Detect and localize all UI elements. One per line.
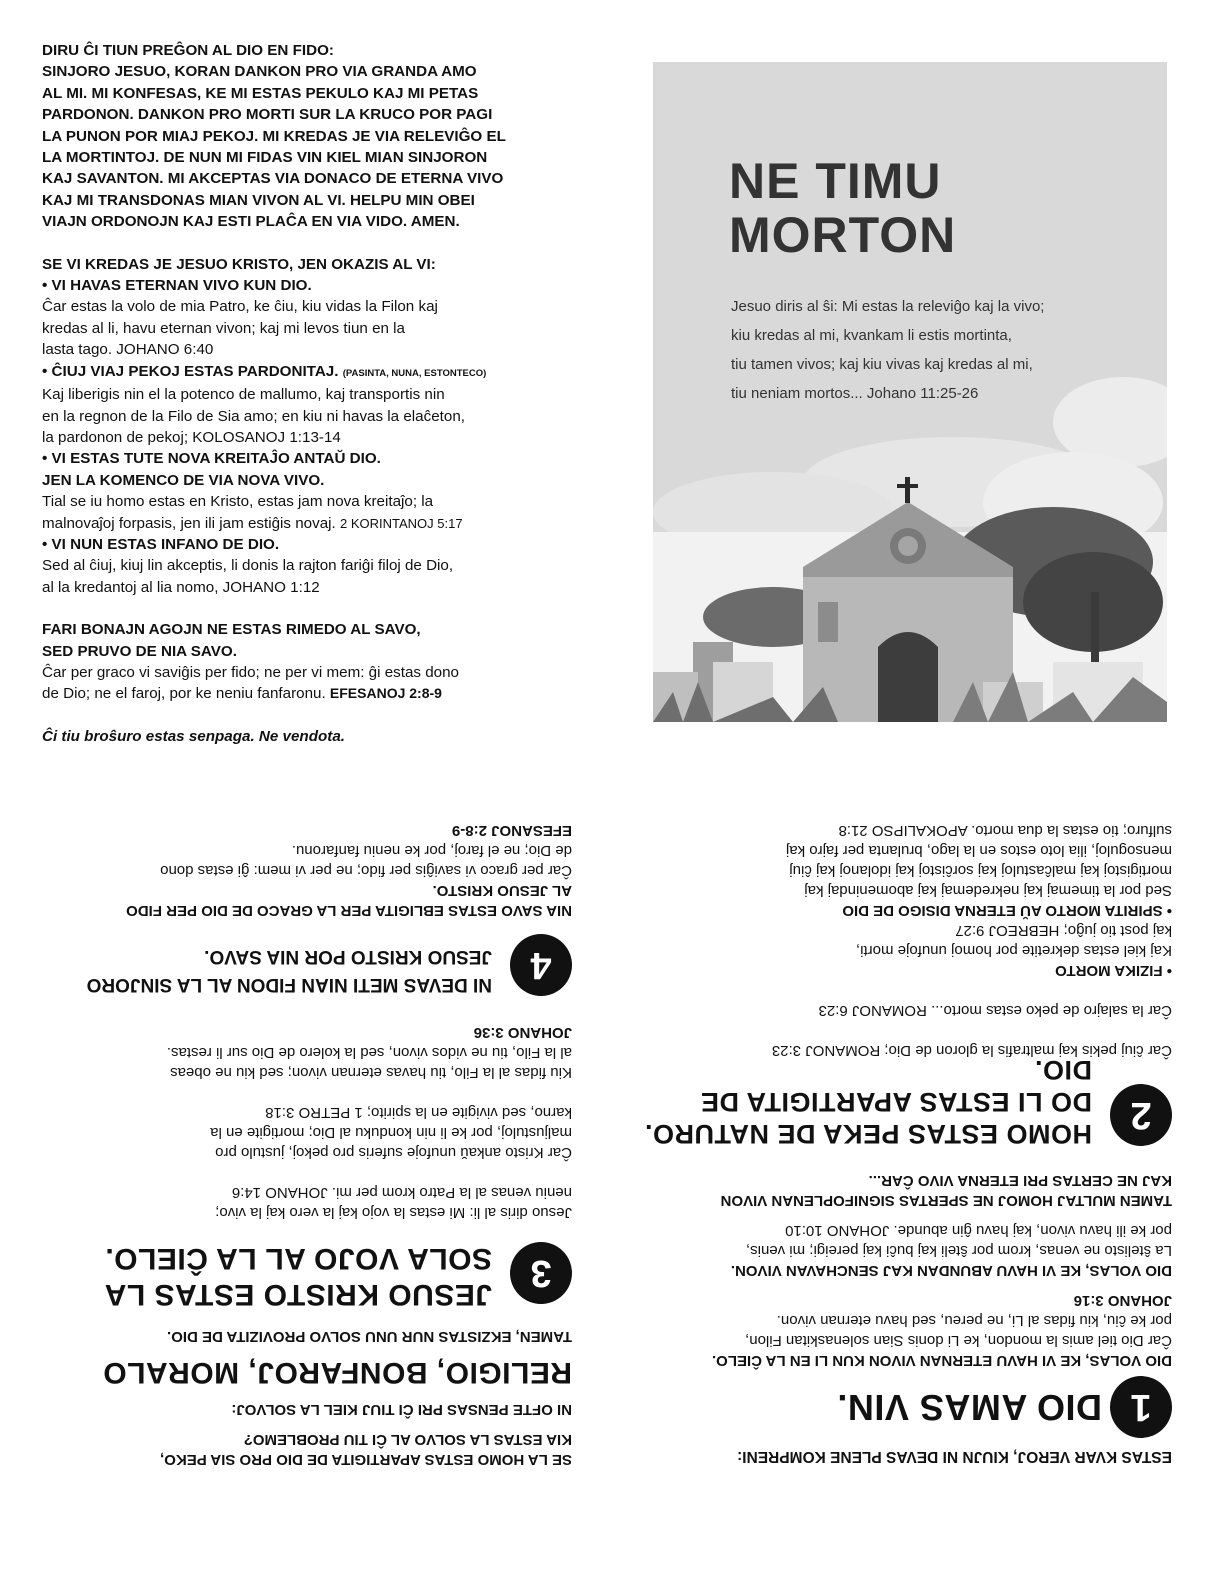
prayer-line: PARDONON. DANKON PRO MORTI SUR LA KRUCO POR PAGI xyxy=(42,106,493,124)
free-note: Ĉi tiu broŝuro estas senpaga. Ne vendota. xyxy=(42,727,345,745)
prayer-line: KAJ MI TRANSDONAS MIAN VIVON AL VI. HELPU MIN OBEI xyxy=(42,191,475,209)
verse-line: Ĉar la salajro de peko estas morto... ROMANOJ 6:23 xyxy=(818,1002,1172,1019)
four-truths-intro: ESTAS KVAR VEROJ, KIUJN NI DEVAS PLENE KOMPRENI: xyxy=(737,1448,1172,1465)
works-heading: FARI BONAJN AGOJN NE ESTAS RIMEDO AL SAVO, xyxy=(42,621,421,639)
verse-line: kaj post tio juĝo; HEBREOJ 9:27 xyxy=(955,922,1172,939)
problem-line: NI OFTE PENSAS PRI ĈI TIUJ KIEL LA SOLVOJ: xyxy=(231,1401,572,1418)
quote-line: kiu kredas al mi, kvankam li estis mortinta, xyxy=(731,327,1012,344)
verse-line: maljustuloj, por ke li nin konduku al Dio; mortigite en la xyxy=(210,1124,572,1141)
bullet-forgiven: • ĈIUJ VIAJ PEKOJ ESTAS PARDONITAJ. xyxy=(42,362,339,380)
truth-line: AL JESUO KRISTO. xyxy=(432,882,572,899)
verse-line: Ĉar ĉiuj pekis kaj maltrafis la gloron de Dio; ROMANOJ 3:23 xyxy=(771,1042,1172,1059)
time-note: (PASINTA, NUNA, ESTONTECO) xyxy=(342,367,487,379)
truth-4-title: JESUO KRISTO POR NIA SAVO. xyxy=(204,946,492,967)
verse-line: karno, sed vivigite en la spirito; 1 PETRO 3:18 xyxy=(265,1104,572,1121)
one-solution-line: TAMEN, EKZISTAS NUR UNU SOLVO PROVIZITA DE DIO. xyxy=(166,1328,572,1345)
problem-line: KIA ESTAS LA SOLVO AL ĈI TIU PROBLEMO? xyxy=(243,1431,572,1448)
works-heading: SED PRUVO DE NIA SAVO. xyxy=(42,642,237,660)
prayer-line: SINJORO JESUO, KORAN DANKON PRO VIA GRANDA AMO xyxy=(42,63,477,81)
cross-vertical xyxy=(905,477,910,503)
verse-line: la pardonon de pekoj; KOLOSANOJ 1:13-14 xyxy=(42,428,341,446)
truth-3-title: SOLA VOJO AL LA ĈIELO. xyxy=(104,1242,492,1275)
truth-line: DIO VOLAS, KE VI HAVU ABUNDAN KAJ SENCHAVAN VIVON. xyxy=(730,1262,1172,1279)
verse-line: de Dio; ne el faroj, por ke neniu fanfaronu. xyxy=(42,685,326,703)
verse-line: La ŝtelisto ne venas, krom por ŝteli kaj buĉi kaj pereigi; mi venis, xyxy=(745,1242,1172,1259)
prayer-line: LA MORTINTOJ. DE NUN MI FIDAS VIN KIEL MIAN SINJORON xyxy=(42,149,488,167)
prayer-line: KAJ SAVANTON. MI AKCEPTAS VIA DONACO DE ETERNA VIVO xyxy=(42,170,504,188)
bullet-child-of-god: • VI NUN ESTAS INFANO DE DIO. xyxy=(42,535,280,553)
number-badge: 2 xyxy=(1110,1084,1172,1146)
verse-ref: JOHANO 3:36 xyxy=(473,1024,572,1041)
verse-line: lasta tago. JOHANO 6:40 xyxy=(42,341,214,359)
verse-line: Ĉar estas la volo de mia Patro, ke ĉiu, kiu vidas la Filon kaj xyxy=(42,298,438,316)
verse-line: al la Filo, tiu ne vidos vivon, sed la kolero de Dio sur li restas. xyxy=(166,1044,572,1061)
new-life-sub: JEN LA KOMENCO DE VIA NOVA VIVO. xyxy=(42,471,325,489)
verse-line: kredas al li, havu eternan vivon; kaj mi levos tiun en la xyxy=(42,319,406,337)
truth-1-header xyxy=(642,1376,1172,1438)
cover-title-line: NE TIMU xyxy=(729,153,942,209)
bullet-new-creation: • VI ESTAS TUTE NOVA KREITAĴO ANTAŬ DIO. xyxy=(42,450,381,468)
truth-line: TAMEN MULTAJ HOMOJ NE SPERTAS SIGNIFOPLENAN VIVON xyxy=(720,1192,1172,1209)
prayer-line: AL MI. MI KONFESAS, KE MI ESTAS PEKULO KAJ MI PETAS xyxy=(42,84,479,102)
prayer-line: VIAJN ORDONOJN KAJ ESTI PLAĈA EN VIA VIDO. AMEN. xyxy=(42,213,460,231)
number-badge: 1 xyxy=(1110,1376,1172,1438)
quote-line: tiu tamen vivos; kaj kiu vivas kaj kredas al mi, xyxy=(731,356,1033,373)
verse-line: mensoguloj, ilia loto estos en la lago, brulanta per fajro kaj xyxy=(785,842,1172,859)
verse-ref: EFESANOJ 2:8-9 xyxy=(451,822,572,839)
false-solutions-title: RELIGIO, BONFAROJ, MORALO xyxy=(102,1356,572,1389)
verse-line: mortigistoj kaj malĉastuloj kaj sorĉistoj kaj idolanoj kaj ĉiuj xyxy=(789,862,1172,879)
verse-line: Kaj kiel estas dekretite por homoj unufoje morti, xyxy=(856,942,1172,959)
cover-title xyxy=(729,154,956,262)
truth-2-title: DO LI ESTAS APARTIGITA DE DIO. xyxy=(700,1055,1092,1117)
verse-line: Ĉar Kristo ankaŭ unufoje suferis pro pekoj, justulo pro xyxy=(215,1144,572,1161)
bullet-physical-death: • FIZIKA MORTO xyxy=(1055,962,1172,979)
truth-line: KAJ NE CERTAS PRI ETERNA VIVO ĈAR... xyxy=(868,1172,1172,1189)
verse-line: por ke ĉiu, kiu fidas al Li, ne pereu, sed havu eternan vivon. xyxy=(776,1312,1172,1329)
back-panel xyxy=(42,40,587,747)
verse-line: malnovaĵoj forpasis, jen ili jam estiĝis novaj. xyxy=(42,514,336,532)
truth-1-title: DIO AMAS VIN. xyxy=(836,1387,1102,1428)
verse-line: Jesuo diris al li: Mi estas la vojo kaj la vero kaj la vivo; xyxy=(215,1204,572,1221)
truths-panel-1-2 xyxy=(642,820,1172,1466)
number-badge: 4 xyxy=(510,934,572,996)
truth-line: NIA SAVO ESTAS EBLIGITA PER LA GRACO DE DIO PER FIDO xyxy=(126,902,572,919)
believe-heading: SE VI KREDAS JE JESUO KRISTO, JEN OKAZIS AL VI: xyxy=(42,255,436,273)
verse-line: Ĉar per graco vi saviĝis per fido; ne per vi mem: ĝi estas dono xyxy=(42,663,460,681)
number-badge: 3 xyxy=(510,1242,572,1304)
truth-4-header xyxy=(42,934,572,998)
verse-line: Tial se iu homo estas en Kristo, estas jam nova kreitaĵo; la xyxy=(42,493,434,511)
verse-line: Kiu fidas al la Filo, tiu havas eternan vivon; sed kiu ne obeas xyxy=(170,1064,572,1081)
truth-3-title: JESUO KRISTO ESTAS LA xyxy=(104,1278,492,1311)
truth-2-title: HOMO ESTAS PEKA DE NATURO. xyxy=(644,1119,1092,1149)
bullet-spiritual-death: • SPIRITA MORTO AŬ ETERNA DISIGO DE DIO xyxy=(842,902,1172,919)
prayer-heading: DIRU ĈI TIUN PREĜON AL DIO EN FIDO: xyxy=(42,42,334,59)
cross-horizontal xyxy=(897,484,918,488)
truths-panel-3-4 xyxy=(42,820,572,1469)
verse-line: neniu venas al la Patro krom per mi. JOHANO 14:6 xyxy=(231,1184,572,1201)
verse-ref: JOHANO 3:16 xyxy=(1073,1292,1172,1309)
verse-line: sulfuro; tio estas la dua morto. APOKALIPSO 21:8 xyxy=(838,822,1172,839)
chapel-door xyxy=(878,632,938,722)
verse-ref: 2 KORINTANOJ 5:17 xyxy=(340,515,463,531)
prayer-line: LA PUNON POR MIAJ PEKOJ. MI KREDAS JE VIA RELEVIĜO EL xyxy=(42,127,506,145)
verse-line: por ke ili havu vivon, kaj havu ĝin abunde. JOHANO 10:10 xyxy=(785,1222,1172,1239)
verse-line: en la regnon de la Filo de Sia amo; en kiu ni havas la elaĉeton, xyxy=(42,407,465,425)
verse-ref: EFESANOJ 2:8-9 xyxy=(329,685,442,702)
problem-line: SE LA HOMO ESTAS APARTIGITA DE DIO PRO SIA PEKO, xyxy=(160,1451,572,1468)
truth-3-header xyxy=(42,1236,572,1312)
verse-line: de Dio; ne el faroj, por ke neniu fanfaronu. xyxy=(291,842,572,859)
chapel-photo xyxy=(653,362,1167,722)
verse-line: Sed por la timemaj kaj nekredemaj kaj abomenindaj kaj xyxy=(804,882,1172,899)
truth-line: DIO VOLAS, KE VI HAVU ETERNAN VIVON KUN LI EN LA ĈIELO. xyxy=(711,1352,1172,1369)
verse-line: Ĉar per graco vi saviĝis per fido; ne per vi mem: ĝi estas dono xyxy=(160,862,572,879)
verse-line: Sed al ĉiuj, kiuj lin akceptis, li donis la rajton fariĝi filoj de Dio, xyxy=(42,557,454,575)
rose-window-inner xyxy=(898,536,918,556)
verse-line: Ĉar Dio tiel amis la mondon, ke Li donis Sian solenaskitan Filon, xyxy=(745,1332,1172,1349)
cover-title-line: MORTON xyxy=(729,207,957,263)
truth-4-title: NI DEVAS METI NIAN FIDON AL LA SINJORO xyxy=(86,974,492,995)
chapel-window xyxy=(818,602,838,642)
quote-line: tiu neniam mortos... Johano 11:25-26 xyxy=(731,385,979,402)
verse-line: al la kredantoj al lia nomo, JOHANO 1:12 xyxy=(42,578,320,596)
tree-trunk xyxy=(1091,592,1099,672)
cover-panel xyxy=(653,62,1167,722)
truth-2-header xyxy=(642,1055,1172,1150)
quote-line: Jesuo diris al ŝi: Mi estas la releviĝo kaj la vivo; xyxy=(731,298,1045,315)
bullet-eternal-life: • VI HAVAS ETERNAN VIVO KUN DIO. xyxy=(42,277,312,295)
verse-line: Kaj liberigis nin el la potenco de mallumo, kaj transportis nin xyxy=(42,386,445,404)
